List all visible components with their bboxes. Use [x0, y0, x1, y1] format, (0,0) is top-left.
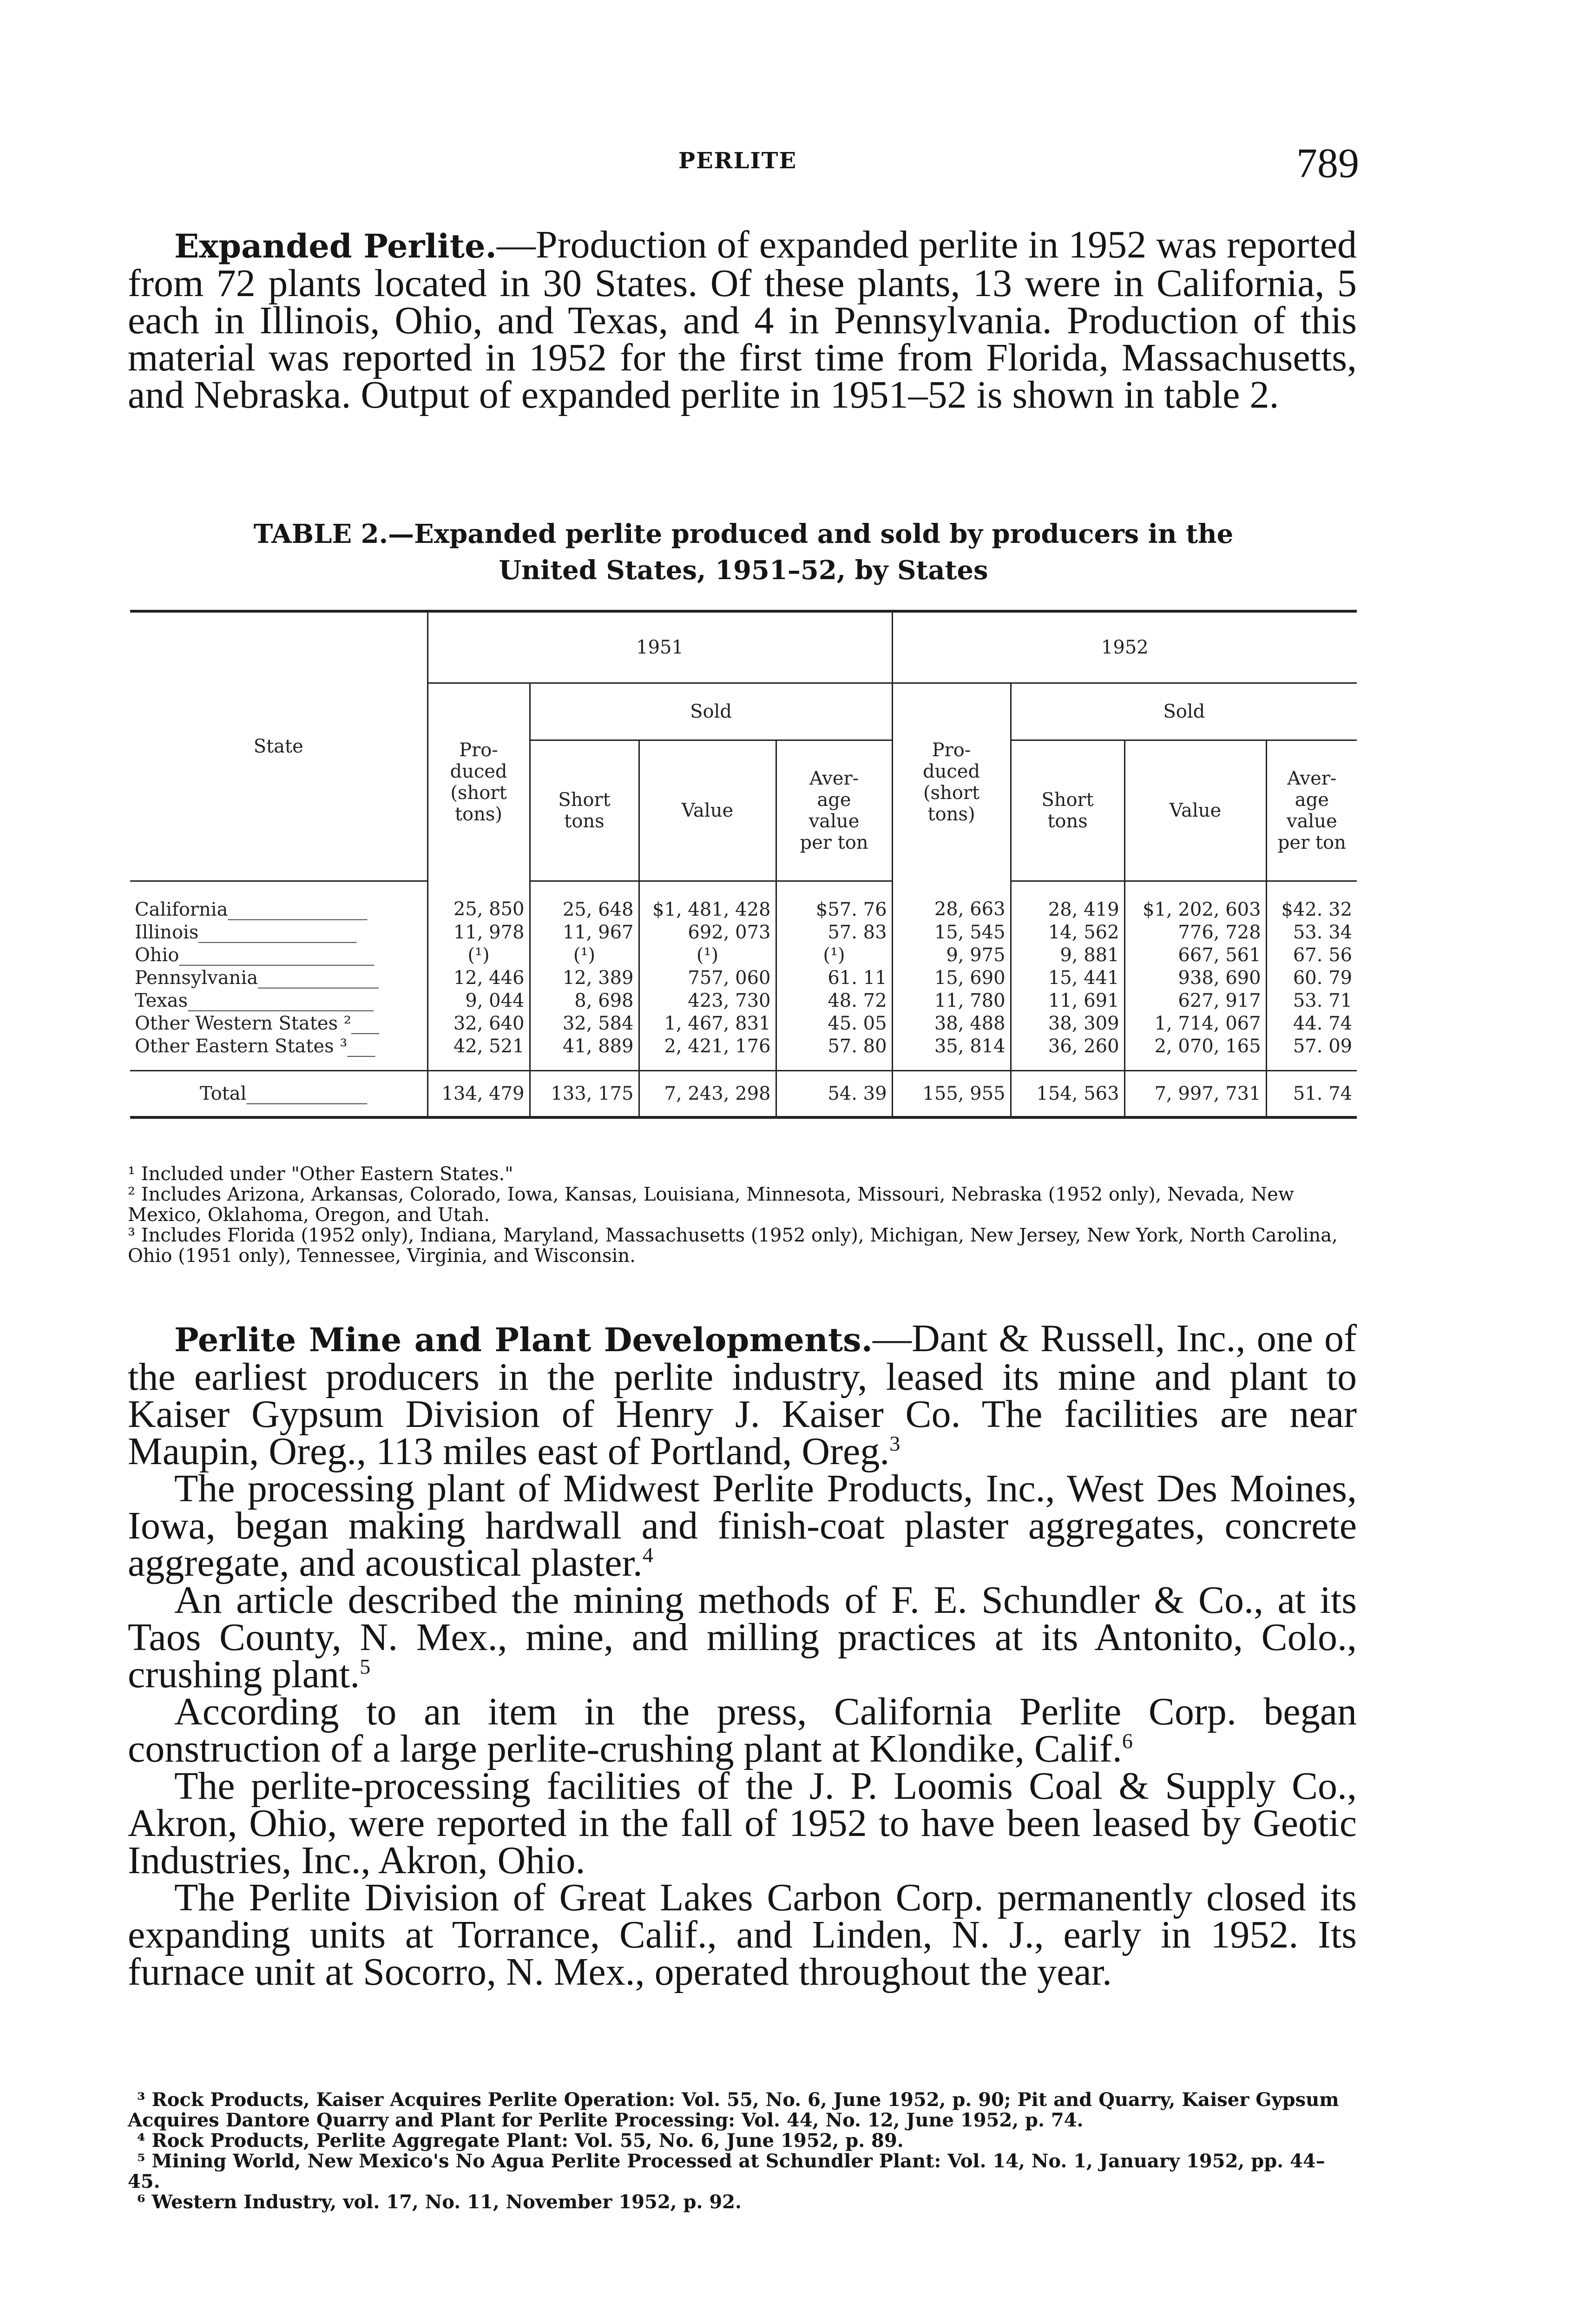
cell: 54. 39 — [776, 1071, 892, 1118]
cell: 12, 389 — [530, 967, 639, 990]
header-produced-1951: Pro- duced (short tons) — [427, 683, 530, 881]
footnote-ref: 5 — [360, 1655, 371, 1678]
page-number: 789 — [1296, 140, 1359, 186]
cell: 44. 74 — [1266, 1012, 1357, 1035]
cell: $1, 202, 603 — [1124, 881, 1266, 922]
cell: 9, 044 — [427, 990, 530, 1012]
intro-run-in-heading: Expanded Perlite. — [174, 227, 497, 265]
cell: 28, 663 — [892, 881, 1011, 922]
table-caption-line-2: United States, 1951–52, by States — [499, 555, 988, 586]
cell: 15, 441 — [1011, 967, 1124, 990]
cell: 51. 74 — [1266, 1071, 1357, 1118]
cell: 53. 71 — [1266, 990, 1357, 1012]
state-cell: Other Eastern States ³___ — [135, 1036, 375, 1057]
table-row — [130, 881, 1357, 922]
header-year-1951: 1951 — [427, 611, 892, 683]
state-cell: Ohio_____________________ — [135, 944, 375, 966]
footnote-4: ⁴ Rock Products, Perlite Aggregate Plant: Vol. 55, No. 6, June 1952, p. 89. — [137, 2130, 904, 2152]
header-year-1952: 1952 — [892, 611, 1357, 683]
header-sold-1952: Sold — [1011, 683, 1357, 740]
table-row — [130, 921, 1357, 944]
cell: 11, 691 — [1011, 990, 1124, 1012]
cell: 28, 419 — [1011, 881, 1124, 922]
cell: (¹) — [776, 944, 892, 967]
cell: 7, 243, 298 — [639, 1071, 776, 1118]
cell: 36, 260 — [1011, 1035, 1124, 1071]
cell: 11, 967 — [530, 921, 639, 944]
cell: (¹) — [530, 944, 639, 967]
perlite-table — [130, 610, 1357, 1119]
header-short-tons-1951: Short tons — [530, 740, 639, 881]
cell: 667, 561 — [1124, 944, 1266, 967]
cell: 25, 648 — [530, 881, 639, 922]
intro-text: —Production of expanded perlite in 1952 was reported from 72 plants located in 30 States. Of these plants, 13 were in California, 5 each in Illinois, Ohio, and Texas, and 4 in Pennsylvania. Production of this material was reported in 1952 for the first time from Florida, Massachusetts, and Nebraska. Output of expanded perlite in 1951–52 is shown in table 2. — [128, 223, 1357, 416]
developments-run-in-heading: Perlite Mine and Plant Developments. — [174, 1320, 873, 1359]
cell: 155, 955 — [892, 1071, 1011, 1118]
header-state: State — [130, 611, 427, 881]
state-cell: Pennsylvania_____________ — [135, 967, 379, 989]
developments-paragraph-1: Perlite Mine and Plant Developments.—Dant & Russell, Inc., one of the earliest producers in the perlite industry, leased its mine and plant to Kaiser Gypsum Division of Henry J. Kaiser Co. The facilities are near Maupin, Oreg., 113 miles east of Portland, Oreg.$^3$ — [128, 1317, 1357, 1473]
table-note-2: ² Includes Arizona, Arkansas, Colorado, Iowa, Kansas, Louisiana, Minnesota, Missouri, Nebraska (1952 only), Nevada, New Mexico, Oklahoma, Oregon, and Utah. — [128, 1184, 1295, 1226]
state-cell: California_______________ — [135, 899, 368, 920]
cell: 2, 070, 165 — [1124, 1035, 1266, 1071]
cell: 7, 997, 731 — [1124, 1071, 1266, 1118]
cell: 38, 309 — [1011, 1012, 1124, 1035]
cell: (¹) — [639, 944, 776, 967]
cell: 45. 05 — [776, 1012, 892, 1035]
header-value-1952: Value — [1124, 740, 1266, 881]
state-cell: Texas____________________ — [135, 990, 374, 1011]
footnote-3: ³ Rock Products, Kaiser Acquires Perlite Operation: Vol. 55, No. 6, June 1952, p. 90; Pit and Quarry, Kaiser Gypsum Acquires Dantore Quarry and Plant for Perlite Processing: Vol. 44, No. 12, June 1952, p. 74. — [128, 2089, 1339, 2131]
cell: 12, 446 — [427, 967, 530, 990]
cell: 423, 730 — [639, 990, 776, 1012]
table-footnotes — [128, 1164, 1357, 1266]
table-row — [130, 990, 1357, 1012]
cell: 61. 11 — [776, 967, 892, 990]
cell: 627, 917 — [1124, 990, 1266, 1012]
table-caption-line-1: TABLE 2.—Expanded perlite produced and sold by producers in the — [253, 519, 1234, 549]
cell: $42. 32 — [1266, 881, 1357, 922]
cell: 60. 79 — [1266, 967, 1357, 990]
cell: 32, 584 — [530, 1012, 639, 1035]
header-average-1952: Aver- age value per ton — [1266, 740, 1357, 881]
header-produced-1952: Pro- duced (short tons) — [892, 683, 1011, 881]
developments-paragraph-4: According to an item in the press, California Perlite Corp. began construction of a large perlite-crushing plant at Klondike, Calif.$^6$ — [128, 1690, 1357, 1770]
developments-paragraph-6: The Perlite Division of Great Lakes Carbon Corp. permanently closed its expanding units at Torrance, Calif., and Linden, N. J., early in 1952. Its furnace unit at Socorro, N. Mex., operated throughout the year. — [128, 1876, 1357, 1994]
cell: 8, 698 — [530, 990, 639, 1012]
header-sold-1951: Sold — [530, 683, 892, 740]
cell: 11, 978 — [427, 921, 530, 944]
footnote-ref: 4 — [642, 1543, 653, 1567]
cell: 15, 545 — [892, 921, 1011, 944]
footnote-5: ⁵ Mining World, New Mexico's No Agua Perlite Processed at Schundler Plant: Vol. 14, No. 1, January 1952, pp. 44–45. — [128, 2150, 1325, 2192]
intro-paragraph — [128, 223, 1357, 416]
cell: 1, 467, 831 — [639, 1012, 776, 1035]
table-total-row — [130, 1071, 1357, 1118]
table-row — [130, 1012, 1357, 1035]
developments-section — [128, 1317, 1357, 1994]
cell: 14, 562 — [1011, 921, 1124, 944]
cell: 25, 850 — [427, 881, 530, 922]
developments-paragraph-5: The perlite-processing facilities of the J. P. Loomis Coal & Supply Co., Akron, Ohio, were reported in the fall of 1952 to have been leased by Geotic Industries, Inc., Akron, Ohio. — [128, 1764, 1357, 1882]
cell: 15, 690 — [892, 967, 1011, 990]
developments-paragraph-2: The processing plant of Midwest Perlite Products, Inc., West Des Moines, Iowa, began making hardwall and finish-coat plaster aggregates, concrete aggregate, and acoustical plaster.$^4$ — [128, 1467, 1357, 1585]
total-label: Total_____________ — [130, 1071, 427, 1118]
header-value-1951: Value — [639, 740, 776, 881]
page-footnotes — [128, 2090, 1357, 2212]
table-row — [130, 1035, 1357, 1071]
table-note-1: ¹ Included under "Other Eastern States." — [128, 1163, 513, 1185]
developments-paragraph-3: An article described the mining methods of F. E. Schundler & Co., at its Taos County, N. Mex., mine, and milling practices at its Antonito, Colo., crushing plant.$^5$ — [128, 1578, 1357, 1696]
table-row — [130, 967, 1357, 990]
cell: 42, 521 — [427, 1035, 530, 1071]
cell: 48. 72 — [776, 990, 892, 1012]
footnote-ref: 3 — [889, 1432, 901, 1455]
cell: 57. 80 — [776, 1035, 892, 1071]
table-caption — [242, 516, 1245, 588]
cell: 776, 728 — [1124, 921, 1266, 944]
cell: 53. 34 — [1266, 921, 1357, 944]
cell: $57. 76 — [776, 881, 892, 922]
cell: 134, 479 — [427, 1071, 530, 1118]
cell: 38, 488 — [892, 1012, 1011, 1035]
cell: 692, 073 — [639, 921, 776, 944]
cell: 57. 09 — [1266, 1035, 1357, 1071]
table-note-3: ³ Includes Florida (1952 only), Indiana, Maryland, Massachusetts (1952 only), Michigan, New Jersey, New York, North Carolina, Ohio (1951 only), Tennessee, Virginia, and Wisconsin. — [128, 1225, 1338, 1267]
cell: 757, 060 — [639, 967, 776, 990]
table-row — [130, 944, 1357, 967]
cell: 938, 690 — [1124, 967, 1266, 990]
cell: 9, 975 — [892, 944, 1011, 967]
cell: 57. 83 — [776, 921, 892, 944]
cell: 1, 714, 067 — [1124, 1012, 1266, 1035]
footnote-6: ⁶ Western Industry, vol. 17, No. 11, November 1952, p. 92. — [137, 2191, 742, 2213]
header-short-tons-1952: Short tons — [1011, 740, 1124, 881]
cell: 67. 56 — [1266, 944, 1357, 967]
cell: $1, 481, 428 — [639, 881, 776, 922]
state-cell: Illinois_________________ — [135, 922, 357, 943]
cell: 154, 563 — [1011, 1071, 1124, 1118]
running-title: PERLITE — [678, 148, 797, 174]
cell: 133, 175 — [530, 1071, 639, 1118]
cell: 2, 421, 176 — [639, 1035, 776, 1071]
footnote-ref: 6 — [1122, 1729, 1133, 1753]
cell: 35, 814 — [892, 1035, 1011, 1071]
cell: 41, 889 — [530, 1035, 639, 1071]
cell: 32, 640 — [427, 1012, 530, 1035]
cell: (¹) — [427, 944, 530, 967]
header-average-1951: Aver- age value per ton — [776, 740, 892, 881]
cell: 9, 881 — [1011, 944, 1124, 967]
state-cell: Other Western States ²___ — [135, 1013, 379, 1034]
cell: 11, 780 — [892, 990, 1011, 1012]
